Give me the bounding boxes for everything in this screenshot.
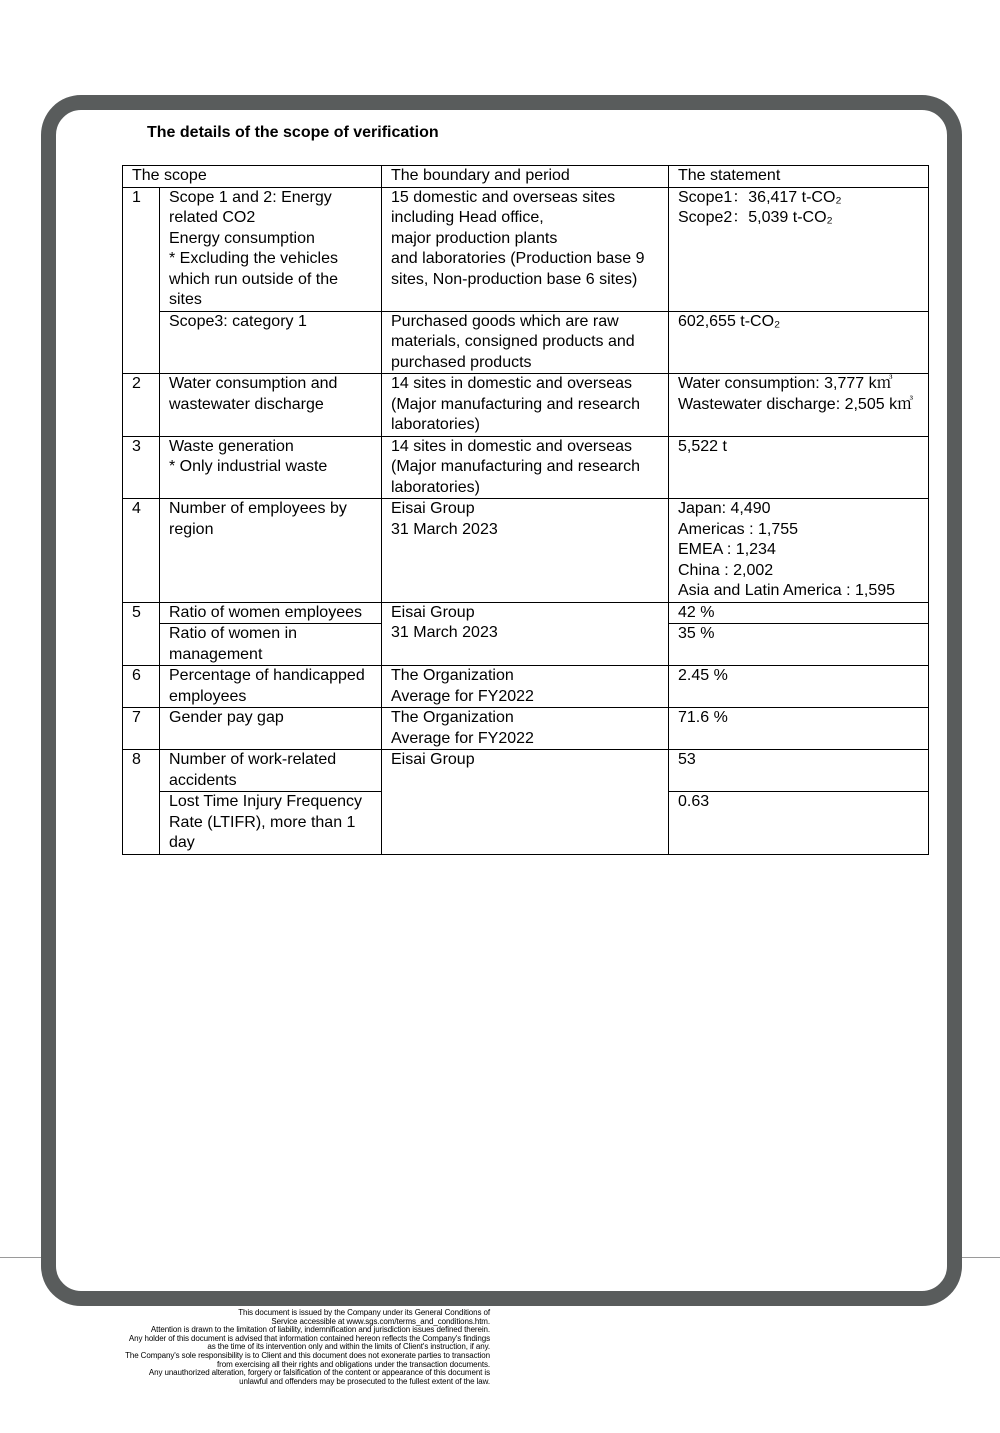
cell-line: Scope 1 and 2: Energy <box>169 188 332 206</box>
table-row <box>123 436 929 499</box>
table-row <box>123 602 929 624</box>
cell-line: 42 % <box>678 603 715 621</box>
left-edge-tick <box>0 1257 41 1258</box>
cell-line: 15 domestic and overseas sites <box>391 188 616 206</box>
cell-line: Water consumption and <box>169 375 338 392</box>
row-number: 7 <box>123 708 160 750</box>
table-row <box>123 708 929 750</box>
header-scope: The scope <box>123 166 382 188</box>
disclaimer-line: as the time of its intervention only and within the limits of Client's instruction, if any. <box>207 1342 490 1352</box>
cell-line: Rate (LTIFR), more than 1 <box>169 813 356 831</box>
header-statement: The statement <box>669 166 929 188</box>
cell-line: Ratio of women in <box>169 625 298 642</box>
table-row <box>123 187 929 311</box>
cell-line: Wastewater discharge: 2,505 k㎥ <box>678 395 914 413</box>
row-number: 2 <box>123 374 160 437</box>
scope-cell <box>160 792 382 855</box>
statement-cell <box>669 666 929 708</box>
cell-line: EMEA : 1,234 <box>678 541 776 558</box>
cell-line: 71.6 % <box>678 709 728 726</box>
page-title: The details of the scope of verification <box>147 124 439 141</box>
cell-line: 0.63 <box>678 793 710 810</box>
disclaimer-line: Attention is drawn to the limitation of liability, indemnification and jurisdiction issues defined therein. <box>150 1325 490 1335</box>
cell-line: Percentage of handicapped <box>169 667 365 684</box>
cell-line: 14 sites in domestic and overseas <box>391 375 633 392</box>
scope-cell <box>160 499 382 603</box>
boundary-cell <box>382 602 669 666</box>
statement-cell <box>669 374 929 437</box>
row-number: 4 <box>123 499 160 603</box>
cell-line: purchased products <box>391 353 532 371</box>
boundary-cell <box>382 750 669 855</box>
scope-cell <box>160 311 382 374</box>
scope-cell <box>160 436 382 499</box>
cell-line: Asia and Latin America : 1,595 <box>678 582 896 599</box>
scope-cell <box>160 750 382 792</box>
boundary-cell <box>382 187 669 311</box>
cell-line: Gender pay gap <box>169 709 284 726</box>
statement-cell <box>669 708 929 750</box>
verification-scope-table <box>122 165 929 855</box>
cell-line: Americas : 1,755 <box>678 520 799 538</box>
cell-line: Water consumption: 3,777 k㎥ <box>678 375 893 392</box>
cell-line: and laboratories (Production base 9 <box>391 250 645 267</box>
cell-line: management <box>169 645 263 663</box>
row-number: 5 <box>123 602 160 666</box>
disclaimer-line: from exercising all their rights and obligations under the transaction documents. <box>217 1359 490 1369</box>
cell-line: Purchased goods which are raw <box>391 312 619 330</box>
statement-cell <box>669 311 929 374</box>
cell-line: Average for FY2022 <box>391 729 534 747</box>
cell-line: Scope2：5,039 t-CO₂ <box>678 209 833 226</box>
table-header-row <box>123 166 929 188</box>
cell-line: (Major manufacturing and research <box>391 395 641 413</box>
cell-line: Japan: 4,490 <box>678 500 771 517</box>
cell-line: major production plants <box>391 229 558 247</box>
cell-line: laboratories) <box>391 478 480 496</box>
cell-line: Scope3: category 1 <box>169 312 307 330</box>
cell-line: laboratories) <box>391 416 480 433</box>
statement-cell <box>669 436 929 499</box>
row-number: 8 <box>123 750 160 855</box>
cell-line: wastewater discharge <box>169 395 324 413</box>
cell-line: Eisai Group <box>391 603 475 621</box>
scope-cell <box>160 666 382 708</box>
boundary-cell <box>382 374 669 437</box>
cell-line: 5,522 t <box>678 437 727 455</box>
table-row <box>123 750 929 792</box>
cell-line: Number of work-related <box>169 751 337 768</box>
row-number: 1 <box>123 187 160 374</box>
cell-line: 31 March 2023 <box>391 520 498 538</box>
cell-line: materials, consigned products and <box>391 333 635 350</box>
statement-cell <box>669 792 929 855</box>
scope-cell <box>160 602 382 624</box>
table-row <box>123 311 929 374</box>
cell-line: sites <box>169 291 202 308</box>
cell-line: Eisai Group <box>391 500 475 517</box>
scope-cell <box>160 187 382 311</box>
row-number: 3 <box>123 436 160 499</box>
legal-disclaimer <box>60 1309 490 1386</box>
statement-cell <box>669 602 929 624</box>
boundary-cell <box>382 499 669 603</box>
statement-cell <box>669 624 929 666</box>
table-row <box>123 374 929 437</box>
statement-cell <box>669 750 929 792</box>
scope-cell <box>160 708 382 750</box>
cell-line: Energy consumption <box>169 229 315 247</box>
disclaimer-line: This document is issued by the Company under its General Conditions of <box>238 1308 490 1317</box>
boundary-cell <box>382 311 669 374</box>
cell-line: * Excluding the vehicles <box>169 250 338 267</box>
cell-line: Lost Time Injury Frequency <box>169 793 362 810</box>
cell-line: 31 March 2023 <box>391 624 498 641</box>
cell-line: Eisai Group <box>391 751 475 768</box>
cell-line: The Organization <box>391 667 514 684</box>
cell-line: 14 sites in domestic and overseas <box>391 437 633 455</box>
right-edge-tick <box>962 1257 1000 1258</box>
cell-line: (Major manufacturing and research <box>391 458 641 475</box>
cell-line: Number of employees by <box>169 500 347 517</box>
statement-cell <box>669 187 929 311</box>
cell-line: 602,655 t-CO₂ <box>678 312 781 330</box>
cell-line: day <box>169 834 195 851</box>
cell-line: 35 % <box>678 625 715 642</box>
cell-line: related CO2 <box>169 209 256 226</box>
cell-line: Average for FY2022 <box>391 687 534 705</box>
row-number: 6 <box>123 666 160 708</box>
table-row <box>123 499 929 603</box>
cell-line: China : 2,002 <box>678 561 774 579</box>
cell-line: * Only industrial waste <box>169 458 328 475</box>
cell-line: including Head office, <box>391 209 544 226</box>
boundary-cell <box>382 436 669 499</box>
cell-line: accidents <box>169 771 237 789</box>
cell-line: 53 <box>678 751 696 768</box>
cell-line: The Organization <box>391 709 514 726</box>
header-boundary: The boundary and period <box>382 166 669 188</box>
disclaimer-line: unlawful and offenders may be prosecuted to the fullest extent of the law. <box>239 1376 490 1386</box>
cell-line: Scope1：36,417 t-CO₂ <box>678 188 842 206</box>
cell-line: which run outside of the <box>169 270 338 288</box>
scope-cell <box>160 624 382 666</box>
cell-line: Ratio of women employees <box>169 603 362 621</box>
table-row <box>123 666 929 708</box>
disclaimer-line: Service accessible at www.sgs.com/terms_and_conditions.htm. <box>271 1316 490 1326</box>
cell-line: sites, Non-production base 6 sites) <box>391 270 638 288</box>
statement-cell <box>669 499 929 603</box>
disclaimer-line: Any unauthorized alteration, forgery or falsification of the content or appearance of this document is <box>148 1368 490 1378</box>
cell-line: employees <box>169 687 247 705</box>
disclaimer-line: The Company's sole responsibility is to Client and this document does not exonerate parties to transaction <box>125 1350 490 1360</box>
scope-cell <box>160 374 382 437</box>
disclaimer-line: Any holder of this document is advised that information contained hereon reflects the Company's findings <box>128 1333 490 1343</box>
boundary-cell <box>382 708 669 750</box>
boundary-cell <box>382 666 669 708</box>
cell-line: Waste generation <box>169 437 294 455</box>
cell-line: region <box>169 520 214 538</box>
cell-line: 2.45 % <box>678 667 728 684</box>
